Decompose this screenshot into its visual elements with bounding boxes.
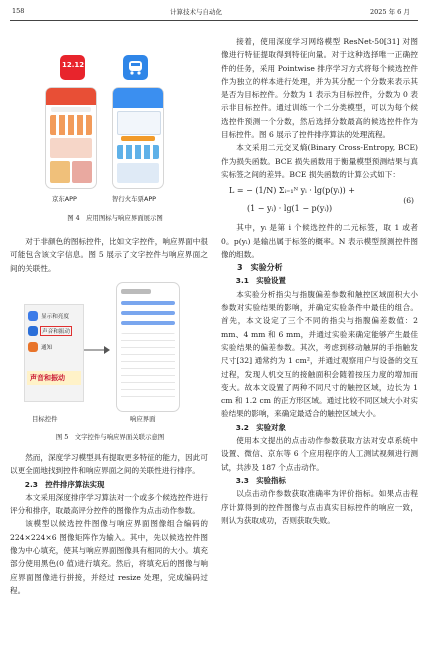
paragraph: 本实验分析指尖与指腹偏差参数和触控区域面积大小参数对实验结果的影响，并确定实验条件中最佳的组合。首先，本文设定了三个不同的指尖与指腹偏差数值：2 mm、4 mm 和 6 mm，并通过实验来确定能够产生最佳实验结果的偏差参数。其次，考虑到移动触屏的手指触发尺寸[32] 通常约为 1 cm²，并通过观察用户与设备的交互过程，发现人机交互的接触面积会随着按压力度的增加而变大。故本文设置了两种不同尺寸的触控区域，边长为 1 cm 和 1.2 cm 的正方形区域。通过比较不同区域大小对实验结果的影响，来确定最适合的触控区域大小。 — [221, 289, 418, 419]
jd-search-bar — [51, 107, 91, 112]
left-column-upper — [10, 235, 208, 275]
paragraph: 本文采用二元交叉熵(Binary Cross-Entropy, BCE)作为损失函数。BCE 损失函数用于衡量模型预测结果与真实标签之间的差异。BCE 损失函数的计算公式如下： — [221, 143, 418, 179]
train-action-button — [121, 136, 155, 141]
section-3-1-title: 3.1 实验设置 — [235, 276, 286, 286]
equation-line-1: L = − (1/N) Σᵢ₌₁ᴺ yᵢ · lg(p(yᵢ)) + — [229, 186, 355, 196]
response-list — [121, 333, 175, 403]
response-screen-label: 响应界面 — [130, 415, 156, 423]
journal-title: 计算技术与自动化 — [170, 8, 222, 16]
train-app-label: 智行火车票APP — [112, 195, 157, 203]
left-column-lower — [10, 451, 208, 597]
figure-4 — [40, 55, 190, 225]
menu-item-label: 显示和亮度 — [41, 314, 69, 320]
section-3-3-title: 3.3 实验指标 — [235, 475, 286, 485]
display-icon — [28, 311, 38, 321]
jd-feed-block — [72, 161, 92, 183]
response-slider — [121, 301, 175, 305]
paragraph: 该模型以候选控件图像与响应界面图像组合编码的 224×224×6 图像矩阵作为输入。其中，先以候选控件图像为中心填充，使其与响应界面图像具有相同的大小。填充部分使用黑色(0 值)进行填充。然后，将填充后的图像与响应界面图像进行拼接，并经过 resize 处理，完成编码过程。 — [10, 519, 208, 595]
arrow-icon — [84, 344, 110, 356]
train-screenshot — [112, 87, 164, 189]
paragraph: 本文采用深度排序学习算法对一个或多个候选控件进行评分和排序，取最高评分控件的图像作为点击动作参数。 — [10, 492, 208, 516]
paragraph: 以点击动作参数获取准确率为评价指标。如果点击程序计算得到的控件图像与点击真实目标控件的响应一致，则认为获取成功，否则获取失败。 — [221, 489, 418, 525]
jd-app-label: 京东APP — [52, 195, 77, 203]
menu-item-label: 声音和振动 — [40, 326, 72, 336]
response-screenshot — [116, 282, 180, 412]
section-2-3-title: 2.3 控件排序算法实现 — [24, 479, 105, 489]
train-app-icon — [123, 55, 148, 80]
menu-item-sound — [28, 326, 80, 338]
response-slider — [121, 321, 175, 325]
issue-date: 2025 年 6 月 — [370, 8, 410, 16]
section-3-title: 3 实验分析 — [237, 263, 283, 273]
section-3-2-title: 3.2 实验对象 — [235, 422, 286, 432]
jd-feed-block — [50, 161, 70, 183]
header-rule — [10, 20, 418, 21]
callout-label: 声音和振动 — [30, 374, 65, 382]
response-slider — [121, 311, 175, 315]
paragraph: 接着，使用深度学习网络模型 ResNet-50[31] 对图像进行特征提取得到特征向量。对于这种选择唯一正确控件的任务，采用 Pointwise 排序学习方式将每个候选控件作为独立的样本进行处理，并为其分配一个分数来表示其是否为目标控件。分数为 1 表示为目标控件，分数为 0 表示非目标控件。通过训练一个二分类模型，可以为每个候选控件预测一个分数，然后选择分数最高的候选控件作为目标控件。图 6 展示了控件排序算法的处理流程。 — [221, 37, 418, 140]
menu-item-display — [28, 311, 80, 322]
jd-app-icon — [60, 55, 85, 80]
menu-item-notify — [28, 342, 80, 353]
figure-5 — [12, 282, 208, 442]
notification-icon — [28, 342, 38, 352]
train-ticket-card — [117, 111, 161, 135]
target-control-panel — [24, 304, 84, 402]
train-icon-grid — [117, 145, 159, 159]
paragraph: 其中，yᵢ 是第 i 个候选控件的二元标签，取 1 或者 0。p(yᵢ) 是输出属于标签的概率。N 表示模型预测控件图像的组数。 — [221, 223, 418, 259]
running-header — [0, 7, 427, 21]
sound-callout — [27, 371, 81, 385]
figure-5-caption: 图 5 文字控件与响应界面关联示意图 — [55, 433, 165, 441]
target-control-label: 目标控件 — [32, 415, 58, 423]
jd-top-banner — [46, 88, 96, 105]
sound-icon — [28, 326, 38, 336]
train-top-banner — [113, 88, 163, 108]
equation-line-2: (1 − yᵢ) · lg(1 − p(yᵢ)) — [247, 204, 333, 214]
response-title-bar — [121, 289, 151, 294]
paragraph: 然而，深度学习模型具有提取更多特征的能力，因此可以更全面地找到控件和响应界面之间的关联性进行排序。 — [10, 453, 208, 476]
jd-screenshot — [45, 87, 97, 189]
right-column — [221, 35, 418, 527]
page-number: 158 — [12, 7, 25, 15]
promo-badge: 12.12 — [62, 61, 85, 69]
equation-number: (6) — [403, 196, 414, 206]
train-feed-block — [117, 163, 159, 183]
menu-item-label: 通知 — [41, 345, 53, 351]
train-icon — [123, 55, 148, 80]
paragraph: 对于非颜色的图标控件，比如文字控件，响应界面中很可能包含该文字信息。图 5 展示了文字控件与响应界面之间的关联性。 — [10, 237, 208, 273]
jd-feed-block — [50, 138, 92, 158]
paragraph: 使用本文提出的点击动作参数获取方法对安卓系统中设置、微信、京东等 6 个应用程序的人工测试视频进行测试，共涉及 187 个点击动作。 — [221, 436, 418, 472]
figure-4-caption: 图 4 应用图标与响应界面展示图 — [67, 214, 163, 222]
equation-6 — [221, 181, 418, 221]
jd-icon-grid — [50, 115, 92, 135]
